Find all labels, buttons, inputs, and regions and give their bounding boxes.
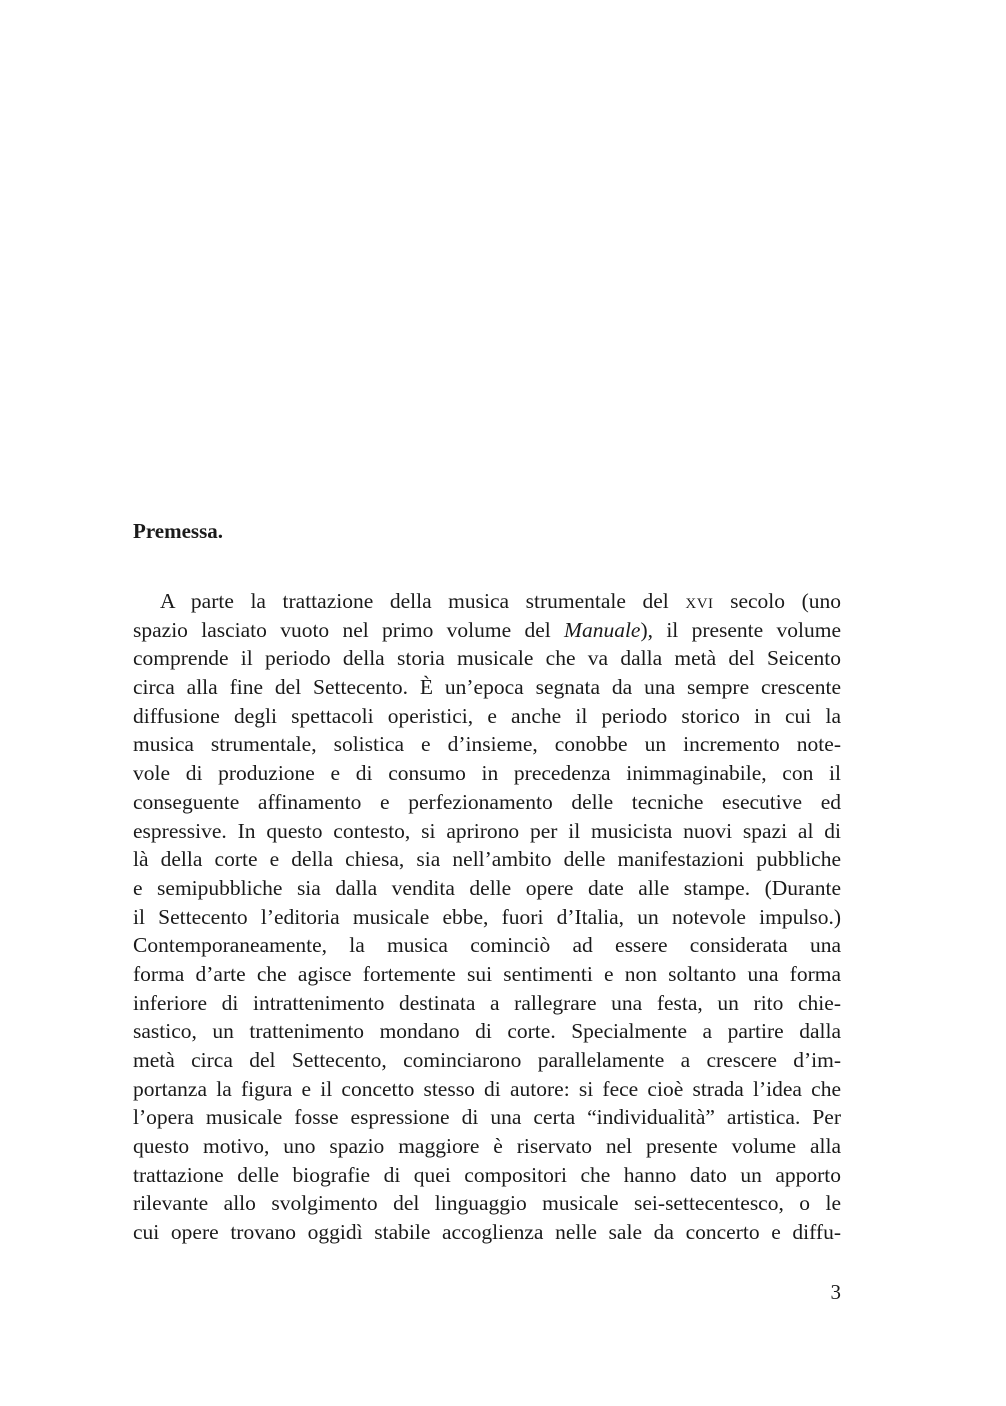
text-line: diffusione degli spettacoli operistici, e anche il periodo storico in cui la [133,703,841,728]
text-line: inferiore di intrattenimento destinata a rallegrare una festa, un rito chie- [133,990,841,1015]
text-line: trattazione delle biografie di quei compositori che hanno dato un apporto [133,1162,841,1187]
text-line: sastico, un trattenimento mondano di corte. Specialmente a partire dalla [133,1019,841,1044]
section-heading: Premessa. [133,519,223,543]
text-line: forma d’arte che agisce fortemente sui sentimenti e non soltanto una forma [133,961,841,986]
text-line: là della corte e della chiesa, sia nell’ambito delle manifestazioni pubbliche [133,847,841,872]
text-line: conseguente affinamento e perfezionamento delle tecniche esecutive ed [133,789,841,814]
text-line: comprende il periodo della storia musicale che va dalla metà del Seicento [133,646,841,671]
text-line: l’opera musicale fosse espressione di una certa “individualità” artistica. Per [133,1105,841,1130]
text-line: portanza la figura e il concetto stesso di autore: si fece cioè strada l’idea che [133,1076,841,1101]
book-title: Manuale [564,617,641,642]
text-line: cui opere trovano oggidì stabile accoglienza nelle sale da concerto e diffu- [133,1220,841,1245]
text-line: rilevante allo svolgimento del linguaggio musicale sei-settecentesco, o le [133,1191,841,1216]
body-paragraph [133,587,841,1247]
text-line: metà circa del Settecento, cominciarono parallelamente a crescere d’im- [133,1048,841,1072]
text-line: il Settecento l’editoria musicale ebbe, fuori d’Italia, un notevole impulso.) [133,904,841,929]
text-line: spazio lasciato vuoto nel primo volume del Manuale), il presente volume [133,617,841,642]
text-line: Contemporaneamente, la musica cominciò ad essere considerata una [133,933,841,958]
text-line: A parte la trattazione della musica strumentale del xvi secolo (uno [160,589,842,613]
text-line: musica strumentale, solistica e d’insieme, conobbe un incremento note- [133,732,841,757]
page-number: 3 [830,1280,841,1304]
text-line: circa alla fine del Settecento. È un’epoca segnata da una sempre crescente [133,675,841,700]
text-line: espressive. In questo contesto, si aprirono per il musicista nuovi spazi al di [133,818,841,843]
text-line: vole di produzione e di consumo in precedenza inimmaginabile, con il [133,761,841,786]
text-line: questo motivo, uno spazio maggiore è riservato nel presente volume alla [133,1134,841,1159]
century-numeral: xvi [685,589,714,613]
text-line: e semipubbliche sia dalla vendita delle opere date alle stampe. (Durante [133,875,841,900]
